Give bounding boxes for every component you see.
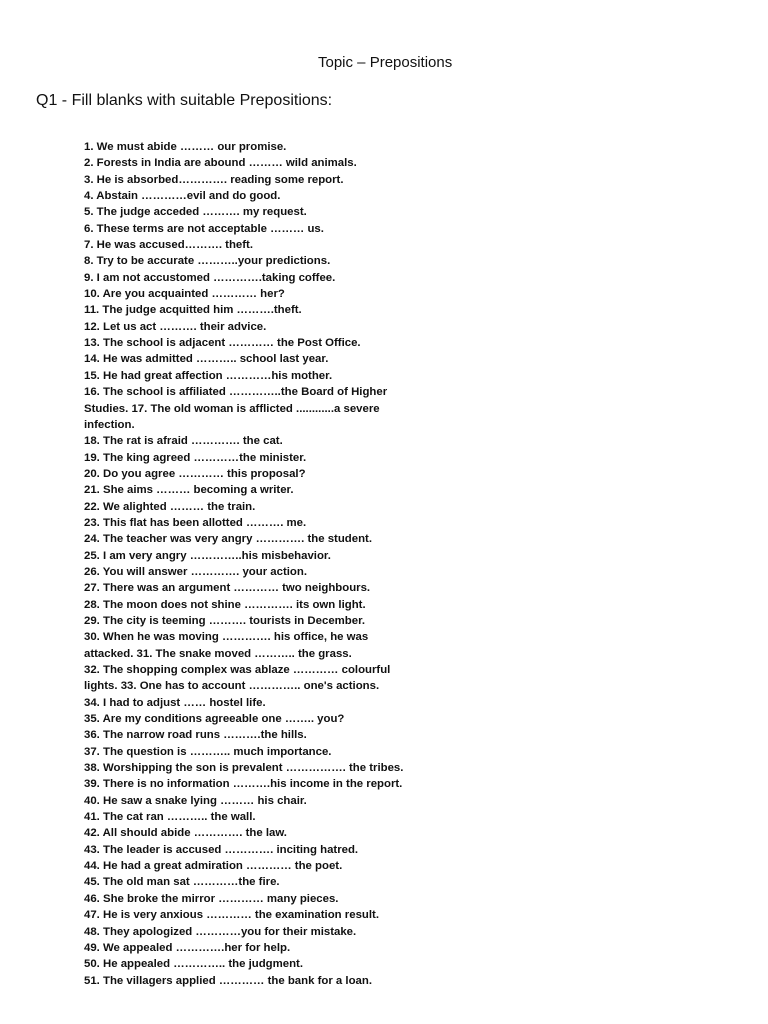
exercise-line: 39. There is no information ……….his income in the report. <box>84 778 403 791</box>
exercise-line: 38. Worshipping the son is prevalent ……………. the tribes. <box>84 762 404 775</box>
exercise-line: 1. We must abide ……… our promise. <box>84 141 287 153</box>
exercise-line: 16. The school is affiliated …………..the Board of Higher <box>84 386 388 399</box>
exercise-line: 10. Are you acquainted ………… her? <box>84 288 285 301</box>
exercise-line: 50. He appealed ………….. the judgment. <box>84 958 303 971</box>
exercise-line: 37. The question is ……….. much importance. <box>84 745 332 758</box>
exercise-line: 41. The cat ran ……….. the wall. <box>84 811 256 824</box>
exercise-line: 18. The rat is afraid …………. the cat. <box>84 435 283 448</box>
exercise-line: 47. He is very anxious ………… the examination result. <box>84 909 379 922</box>
exercise-line: 21. She aims ……… becoming a writer. <box>84 484 294 497</box>
exercise-line: 4. Abstain …………evil and do good. <box>84 190 281 203</box>
exercise-line: 26. You will answer …………. your action. <box>84 565 308 578</box>
exercise-line: 48. They apologized …………you for their mistake. <box>84 925 357 938</box>
exercise-line: 5. The judge acceded ………. my request. <box>84 206 307 219</box>
exercise-line: 34. I had to adjust …… hostel life. <box>84 696 266 709</box>
exercise-line: 24. The teacher was very angry …………. the student. <box>84 533 373 546</box>
exercise-line: 12. Let us act ………. their advice. <box>84 320 267 333</box>
exercise-line: 36. The narrow road runs ……….the hills. <box>84 729 307 742</box>
exercise-line: 29. The city is teeming ………. tourists in December. <box>84 614 366 627</box>
exercise-line: 46. She broke the mirror ………… many pieces. <box>84 892 339 905</box>
exercise-line: 49. We appealed ………….her for help. <box>84 941 291 954</box>
exercise-line: 28. The moon does not shine …………. its own light. <box>84 598 366 611</box>
exercise-line: 40. He saw a snake lying ……… his chair. <box>84 794 307 807</box>
exercise-line: lights. 33. One has to account ………….. one's actions. <box>84 680 380 693</box>
exercise-line: 32. The shopping complex was ablaze ………… colourful <box>84 664 391 676</box>
exercise-line: 43. The leader is accused …………. inciting hatred. <box>84 843 359 856</box>
exercise-line: 22. We alighted ……… the train. <box>84 500 256 513</box>
exercise-line: 45. The old man sat …………the fire. <box>84 876 280 889</box>
exercise-list <box>84 139 444 989</box>
page-title: Topic – Prepositions <box>318 54 453 71</box>
exercise-line: Studies. 17. The old woman is afflicted ............a severe <box>84 402 380 415</box>
exercise-line: 19. The king agreed …………the minister. <box>84 451 307 464</box>
exercise-line: 2. Forests in India are abound ……… wild animals. <box>84 157 357 170</box>
exercise-line: 14. He was admitted ……….. school last year. <box>84 353 329 366</box>
exercise-line: 35. Are my conditions agreeable one …….. you? <box>84 713 345 726</box>
exercise-line: 23. This flat has been allotted ………. me. <box>84 516 307 529</box>
exercise-line: 11. The judge acquitted him ……….theft. <box>84 304 302 317</box>
exercise-line: 3. He is absorbed…………. reading some report. <box>84 173 344 186</box>
exercise-line: 27. There was an argument ………… two neighbours. <box>84 582 371 595</box>
exercise-line: infection. <box>84 418 135 431</box>
exercise-line: 6. These terms are not acceptable ……… us. <box>84 222 324 235</box>
exercise-line: 15. He had great affection …………his mother. <box>84 369 333 382</box>
exercise-line: 42. All should abide …………. the law. <box>84 827 287 840</box>
exercise-line: 51. The villagers applied ………… the bank for a loan. <box>84 974 372 987</box>
exercise-line: 30. When he was moving …………. his office, he was <box>84 631 369 644</box>
exercise-line: 20. Do you agree ………… this proposal? <box>84 467 306 480</box>
question-heading: Q1 - Fill blanks with suitable Prepositions: <box>36 92 333 109</box>
exercise-line: 13. The school is adjacent ………… the Post Office. <box>84 337 361 350</box>
exercise-line: 25. I am very angry …………..his misbehavior. <box>84 549 331 562</box>
exercise-line: 44. He had a great admiration ………… the poet. <box>84 860 343 873</box>
exercise-line: 8. Try to be accurate ………..your predictions. <box>84 255 331 268</box>
exercise-line: attacked. 31. The snake moved ……….. the grass. <box>84 647 352 660</box>
exercise-line: 9. I am not accustomed ………….taking coffee. <box>84 271 336 284</box>
exercise-line: 7. He was accused………. theft. <box>84 239 254 252</box>
